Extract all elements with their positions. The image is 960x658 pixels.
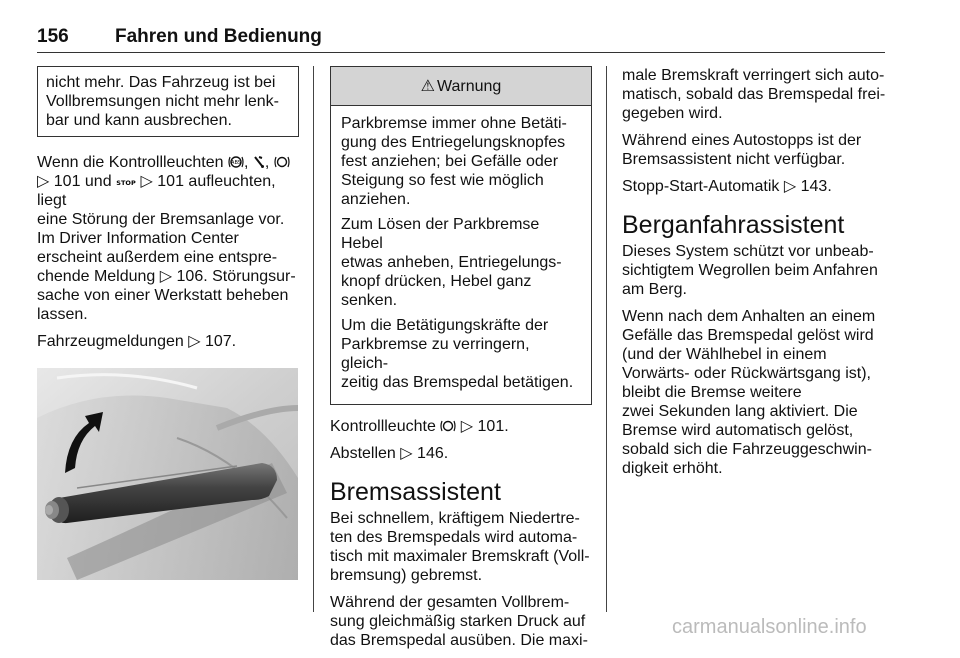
warning-paragraph-3: Um die Betätigungskräfte der Parkbremse zu verringern, gleich- zeitig das Bremspedal betätigen.	[341, 317, 574, 391]
box-line-2: Vollbremsungen nicht mehr lenk-	[46, 93, 280, 110]
heading-bremsassistent: Bremsassistent	[330, 478, 501, 506]
watermark: carmanualsonline.info	[672, 616, 867, 638]
page-ref-arrow-icon: ▷	[188, 333, 201, 350]
box-line-1: nicht mehr. Das Fahrzeug ist bei	[46, 74, 276, 91]
paragraph-autostop: Während eines Autostopps ist der Bremsassistent nicht verfügbar.	[622, 132, 862, 168]
steering-warning-icon	[253, 155, 265, 169]
paragraph-vehicle-messages: Fahrzeugmeldungen ▷ 107.	[37, 333, 237, 350]
warning-title: Warnung	[437, 77, 502, 95]
column-divider-2	[606, 66, 607, 612]
paragraph-brake-force: male Bremskraft verringert sich auto- matisch, sobald das Bremspedal frei- gegeben wird.	[622, 67, 886, 122]
warning-body	[331, 106, 591, 404]
paragraph-stop-start-ref: Stopp-Start-Automatik ▷ 143.	[622, 178, 832, 195]
warning-box	[330, 66, 592, 405]
paragraph-hill-start-2: Wenn nach dem Anhalten an einem Gefälle das Bremspedal gelöst wird (und der Wählhebel in einem Vorwärts- oder Rückwärtsgang ist), bleibt die Bremse weitere zwei Sekunden lang aktiviert. Die Bremse wird automatisch gelöst, sobald sich die Fahrzeuggeschwin- digkeit erhöht.	[622, 308, 876, 477]
column-divider-1	[313, 66, 314, 612]
page-number: 156	[37, 26, 69, 47]
paragraph-warning-lights: Wenn die Kontrollleuchten ABS , , ▷ 101 und STOP ▷ 101 aufleuchten, liegt eine Störung der Bremsanlage vor. Im Driver Information Center erscheint außerdem eine entspre- chende Meldung ▷ 106. Störungsur- sache von einer Werkstatt beheben lassen.	[37, 154, 296, 323]
page-ref-arrow-icon: ▷	[783, 178, 797, 195]
paragraph-brake-assist-2: Während der gesamten Vollbrem- sung gleichmäßig starken Druck auf das Bremspedal ausüben. Die maxi-	[330, 594, 588, 649]
page-ref-arrow-icon: ▷	[400, 445, 413, 462]
paragraph-indicator-ref: Kontrollleuchte ▷ 101.	[330, 418, 509, 435]
svg-text:ABS: ABS	[230, 160, 241, 166]
stop-indicator-icon	[116, 176, 136, 188]
paragraph-hill-start-1: Dieses System schützt vor unbeab- sichtigtem Wegrollen beim Anfahren am Berg.	[622, 243, 878, 298]
svg-text:STOP: STOP	[116, 179, 136, 187]
paragraph-brake-assist-1: Bei schnellem, kräftigem Niedertre- ten des Bremspedals wird automa- tisch mit maximaler Bremskraft (Voll- bremsung) gebremst.	[330, 510, 590, 584]
column-left	[37, 66, 299, 395]
warning-paragraph-2: Zum Lösen der Parkbremse Hebel etwas anheben, Entriegelungs- knopf drücken, Hebel ganz senken.	[341, 216, 562, 309]
brake-warning-icon	[440, 419, 456, 433]
column-right	[622, 66, 886, 486]
page-ref-arrow-icon: ▷	[37, 173, 50, 190]
page-ref-arrow-icon: ▷	[159, 268, 173, 285]
continued-warning-box	[37, 66, 299, 137]
page-ref-arrow-icon: ▷	[140, 173, 153, 190]
brake-warning-icon	[274, 155, 290, 169]
warning-paragraph-1: Parkbremse immer ohne Betäti- gung des Entriegelungsknopfes fest anziehen; bei Gefälle oder Steigung so fest wie möglich anziehen.	[341, 115, 567, 208]
column-middle	[330, 66, 592, 658]
header-divider	[37, 52, 885, 53]
warning-triangle-icon: ⚠	[420, 77, 435, 95]
box-line-3: bar und kann ausbrechen.	[46, 112, 232, 129]
page-header	[37, 26, 885, 52]
heading-berganfahrassistent: Berganfahrassistent	[622, 211, 845, 239]
abs-warning-icon	[228, 155, 244, 169]
paragraph-parking-ref: Abstellen ▷ 146.	[330, 445, 449, 462]
warning-header	[331, 67, 591, 106]
page-ref-arrow-icon: ▷	[460, 418, 474, 435]
parking-brake-illustration	[37, 368, 298, 580]
page-title: Fahren und Bedienung	[115, 26, 322, 47]
